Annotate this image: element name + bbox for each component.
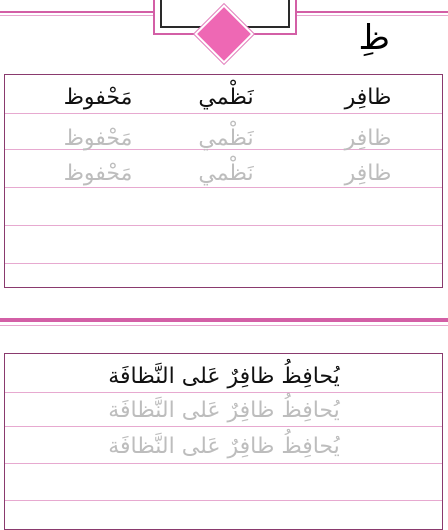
top-band-left-thin — [0, 15, 153, 16]
section-divider — [0, 318, 448, 322]
lesson-letter — [359, 18, 390, 58]
section-divider-thin — [0, 325, 448, 326]
word-trace-2-3: مَحْفوظ — [63, 161, 133, 186]
rule-line — [5, 392, 442, 393]
word-model-1: ظافِر — [344, 85, 392, 110]
word-trace-1-3: مَحْفوظ — [63, 126, 133, 151]
word-model-3: مَحْفوظ — [63, 85, 133, 110]
top-band-right-thin — [293, 15, 448, 16]
sentence-model: يُحافِظُ ظافِرٌ عَلى النَّظافَة — [108, 364, 340, 389]
rule-line — [5, 426, 442, 427]
rule-line — [5, 463, 442, 464]
rule-line — [5, 225, 442, 226]
words-panel — [4, 74, 443, 288]
rule-line — [5, 113, 442, 114]
rule-line — [5, 187, 442, 188]
top-band-right — [293, 11, 448, 13]
word-trace-1-2: نَظْمي — [198, 126, 254, 151]
rule-line — [5, 263, 442, 264]
word-trace-2-2: نَظْمي — [198, 161, 254, 186]
top-band-left — [0, 11, 153, 13]
sentence-trace-2: يُحافِظُ ظافِرٌ عَلى النَّظافَة — [108, 434, 340, 459]
word-model-2: نَظْمي — [198, 85, 254, 110]
rule-line — [5, 500, 442, 501]
sentence-trace-1: يُحافِظُ ظافِرٌ عَلى النَّظافَة — [108, 398, 340, 423]
word-trace-1-1: ظافِر — [344, 126, 392, 151]
letter-base: ظ — [358, 18, 390, 58]
word-trace-2-1: ظافِر — [344, 161, 392, 186]
sentence-panel — [4, 353, 443, 530]
